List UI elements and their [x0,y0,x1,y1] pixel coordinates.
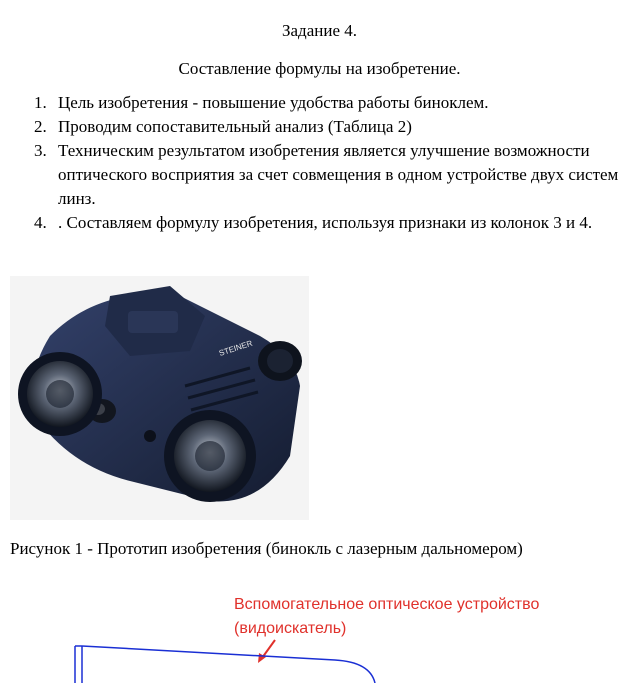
step-item [34,211,639,235]
step-text: . Составляем формулу изобретения, используя признаки из колонок 3 и 4. [58,213,593,232]
step-item [34,139,639,211]
task-subtitle: Составление формулы на изобретение. [178,59,461,78]
step-number: 3. [34,141,47,160]
viewfinder-drawing [0,630,639,683]
annotation-line2: (видоискатель) [234,620,347,637]
step-text: Проводим сопоставительный анализ (Таблица 2) [58,117,412,136]
brand-lettering: STEINER [217,338,254,358]
figure1-caption: Рисунок 1 - Прототип изобретения (бинокль с лазерным дальномером) [10,539,523,558]
binoculars-photo [10,276,309,520]
step-text: Цель изобретения - повышение удобства работы биноклем. [58,93,489,112]
step-item [34,91,639,115]
step-number: 2. [34,117,47,136]
steps-list [34,91,639,235]
step-number: 4. [34,213,47,232]
step-text: Техническим результатом изобретения является улучшение возможности оптического восприятия за счет совмещения в одном устройстве двух систем линз. [58,141,619,208]
annotation-line1: Вспомогательное оптическое устройство [234,596,540,613]
step-item [34,115,639,139]
step-number: 1. [34,93,47,112]
task-title: Задание 4. [282,21,357,40]
